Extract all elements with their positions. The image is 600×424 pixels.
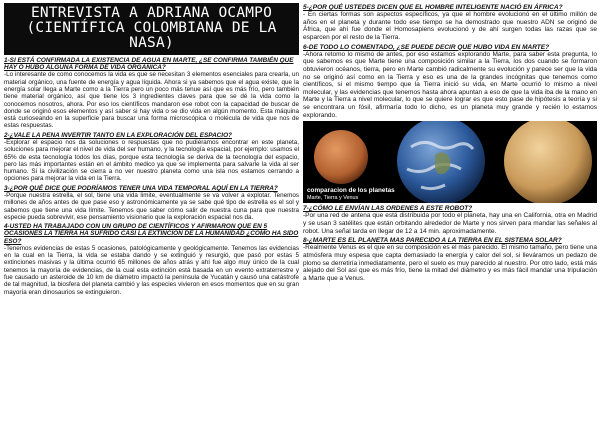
answer-2: -Explorar el espacio nos da soluciones o respuestas que no pudiéramos encontrar en este planeta, soluciones para mejorar el nivel de vida del ser humano, y la tecnología espacial, por ejemplo: usamos el 65% de esta tecnología todos los días, porque esta tecnología se deriva de la tecnología del espacio, pero las más importantes están en el ámbito medico ya que se implementa para salvarle la vida al ser humano. Si la civilización se cierra a no ver nuestro planeta como una isla nos estamos cerrando a opciones para mejorar la vida en la Tierra. [4,138,299,183]
answer-1: -Lo interesante de como conocemos la vida es que se necesitan 3 elementos esenciales para crearla, un material orgánico, una fuente de energía y agua líquida. Ahora si ya sabemos que el agua existe, que la energía solar llega a Marte como a la Tierra pero un poco más tenue así que es más frío, pero también tiene material orgánico, así que tiene los 3 ingredientes claves para que se dé la vida como la conocemos nosotros, ahora. Por eso los científicos mandaron ese robot con la capacidad de buscar de donde se originó esos elementos y así saber si hay vida o se dio vida en algún momento. Esta máquina está curioseando en la superficie para buscar una forma microscópica o molécula de vida que nos de estas respuestas. [4,71,299,130]
answer-3: -Porque nuestra estrella, el sol, tiene una vida limite, eventualmente se va volver a explotar. Tenemos millones de años antes de que pase eso y astronómicamente ya se sabe qué tipo de estrella es el sol y sabemos que tiene una vida límite. Tenemos que saber cómo salir de nuestra cuna para que nuestra especie pueda sobrevivir, ese pensamiento visionario que la exploración espacial nos da. [4,191,299,221]
article-title [4,3,299,55]
answer-4: -Tenemos evidencias de estas 5 ocasiones, patológicamente y geológicamente. Tenemos las evidencias en la cual en la Tierra, la vida se estaba dando y se extinguió y resurgió, que pasó por estas 5 extinciones masivas y la última ocurrió 65 millones de años atrás y ahí fue algo muy único de la cual tenemos la mayoría de evidencias, de la cual esta extinción está basada en un evento extraterrestre y fue causado un asteroide de 10 km de diámetro impactó la península de Yucatán y causó una catástrofe de tal magnitud, la biosfera del planeta cambió y las especies vivieron en esos momentos que en su gran mayoría eran dinosaurios se extinguieron. [4,244,299,296]
venus-planet [504,121,592,203]
right-column [303,3,597,421]
left-column [4,3,299,421]
question-2: 2-¿VALE LA PENA INVERTIR TANTO EN LA EXPLORACIÓN DEL ESPACIO? [4,131,232,139]
question-3: 3-¿POR QUÉ DICE QUE PODRÍAMOS TENER UNA VIDA TEMPORAL AQUÍ EN LA TIERRA? [4,184,278,192]
question-5: 5-¿POR QUÉ USTEDES DICEN QUE EL HOMBRE INTELIGENTE NACIÓ EN ÁFRICA? [303,4,563,11]
answer-8: -Realmente Venus es el que en su composición es el más parecido. El mismo tamaño, pero tiene una atmósfera muy espesa que capta demasiado la energía y calor del sol, si lleváramos un pedazo de plomo se derretiría inmediatamente, pero el suelo es muy parecido al nuestro. Por otro lado, está más alejado del Sol así que es más frío, tiene la mitad del diámetro y es más fácil mandar una tripulación a Marte que a Venus. [303,244,597,282]
answer-5: - En ciertas formas son aspectos específicos, ya que el hombre evolucionó en el último millón de años en el planeta y durante todo ese tiempo se ha demostrado que nuestro ADN se originó de África, que ahí fue donde el Homosapiens evolucionó y de ahí surgen todas las razas que se esparcen por el resto de la Tierra. [303,11,597,41]
planets-image [303,121,597,203]
image-subcaption: Marte, Tierra y Venus [307,195,359,202]
question-4: 4-USTED HA TRABAJADO CON UN GRUPO DE CIENTÍFICOS Y AFIRMARON QUE EN 5 OCASIONES LA TIERRA HA SUFRIDO CASI LA EXTINCIÓN DE LA HUMANIDAD ¿COMO HA SIDO ESO? [4,223,299,245]
question-1: 1-SI ESTÁ CONFIRMADA LA EXISTENCIA DE AGUA EN MARTE, ¿SE CONFIRMA TAMBIÉN QUE HAY O HUBO ALGUNA FORMA DE VIDA ORGANICA? [4,57,294,72]
answer-6: -Ahora retomo lo mismo de antes, por eso estamos explorando Marte, para saber esta pregunta, lo que sabemos es que Marte tiene una composición similar a la Tierra, los dos cuando se formaron obtuvieron océanos, tierra, pero en Marte cambió radicalmente su evolución y parece ser que la vida no se originó así como en la Tierra y eso es una de la grandes incógnitas que tenemos como científicos, si el mismo tiempo que la Tierra inició su vida, en Marte ocurrió lo mismo a nivel molecular, y las evidencias que tenemos hasta ahora apuntan a eso de que la vida iba de la mano en Marte y la Tierra a nivel molecular, lo que se quiere lograr es que esto pase de hipótesis a teoría y si se encontrara un fósil, afirmaría todo lo dicho, es un planeta muy grande y recién lo estamos explorando. [303,50,597,119]
mars-planet [314,130,368,184]
answer-7: -Por una red de antena que está distribuida por todo el planeta, hay una en California, otra en Madrid y se usan 3 satélites que están orbitando alrededor de Marte y nos sirven para mandar las señales al robot. Una señal tarda en llegar de 12 a 14 min. aproximadamente. [303,212,597,235]
title-line-2: (CIENTÍFICA COLOMBIANA DE LA NASA) [26,20,277,51]
image-caption: comparacion de los planetas [307,187,395,195]
question-6: 6-DE TODO LO COMENTADO, ¿SE PUEDE DECIR QUE HUBO VIDA EN MARTE? [303,43,550,51]
question-7: 7-¿CÓMO LE ENVÍAN LAS ORDENES A ESTE ROBOT? [303,205,473,213]
question-8: 8-¿MARTE ES EL PLANETA MAS PARECIDO A LA TIERRA EN EL SISTEMA SOLAR? [303,237,562,245]
title-line-1: ENTREVISTA A ADRIANA OCAMPO [30,5,273,21]
